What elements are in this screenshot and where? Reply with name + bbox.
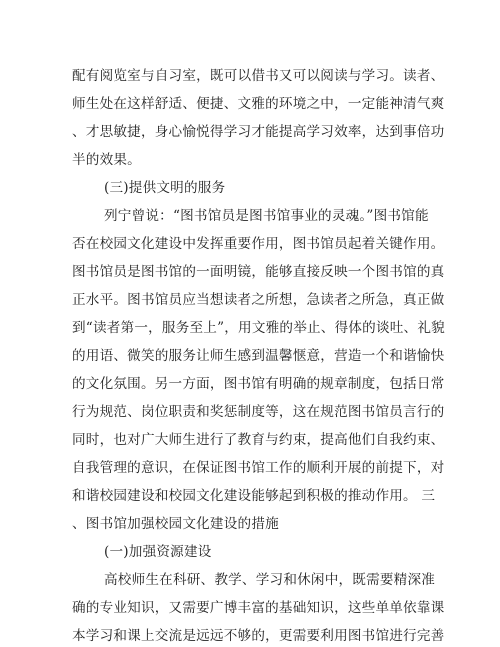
text-line: 配有阅览室与自习室，既可以借书又可以阅读与学习。读者、 [72,68,445,84]
text-line: 、才思敏捷，身心愉悦得学习才能提高学习效率，达到事倍功 [72,124,445,140]
text-line: 确的专业知识，又需要广博丰富的基础知识，这些单单依靠课 [72,600,445,616]
text-line: 同时，也对广大师生进行了教育与约束，提高他们自我约束、 [72,432,445,448]
text-line: 到“读者第一，服务至上”，用文雅的举止、得体的谈吐、礼貌 [72,320,445,336]
text-line: 正水平。图书馆员应当想读者之所想，急读者之所急，真正做 [72,292,445,308]
text-line: 自我管理的意识，在保证图书馆工作的顺利开展的前提下，对 [72,460,445,476]
text-line: 否在校园文化建设中发挥重要作用，图书馆员起着关键作用。 [72,236,445,252]
text-line: 、图书馆加强校园文化建设的措施 [72,516,279,532]
paragraph-start: 列宁曾说：“图书馆员是图书馆事业的灵魂。”图书馆能 [104,208,429,224]
text-line: 师生处在这样舒适、便捷、文雅的环境之中，一定能神清气爽 [72,96,445,112]
text-line: 和谐校园建设和校园文化建设能够起到积极的推动作用。 三 [72,488,436,504]
section-heading: (三)提供文明的服务 [104,180,226,196]
text-line: 本学习和课上交流是远远不够的，更需要利用图书馆进行完善 [72,628,445,644]
text-line: 半的效果。 [72,152,141,168]
section-heading: (一)加强资源建设 [104,544,212,560]
text-line: 行为规范、岗位职责和奖惩制度等，这在规范图书馆员言行的 [72,404,445,420]
paragraph-start: 高校师生在科研、教学、学习和休闲中，既需要精深准 [104,572,436,588]
text-line: 的用语、微笑的服务让师生感到温馨惬意，营造一个和谐愉快 [72,348,445,364]
text-line: 的文化氛围。另一方面，图书馆有明确的规章制度，包括日常 [72,376,445,392]
text-line: 图书馆员是图书馆的一面明镜，能够直接反映一个图书馆的真 [72,264,445,280]
